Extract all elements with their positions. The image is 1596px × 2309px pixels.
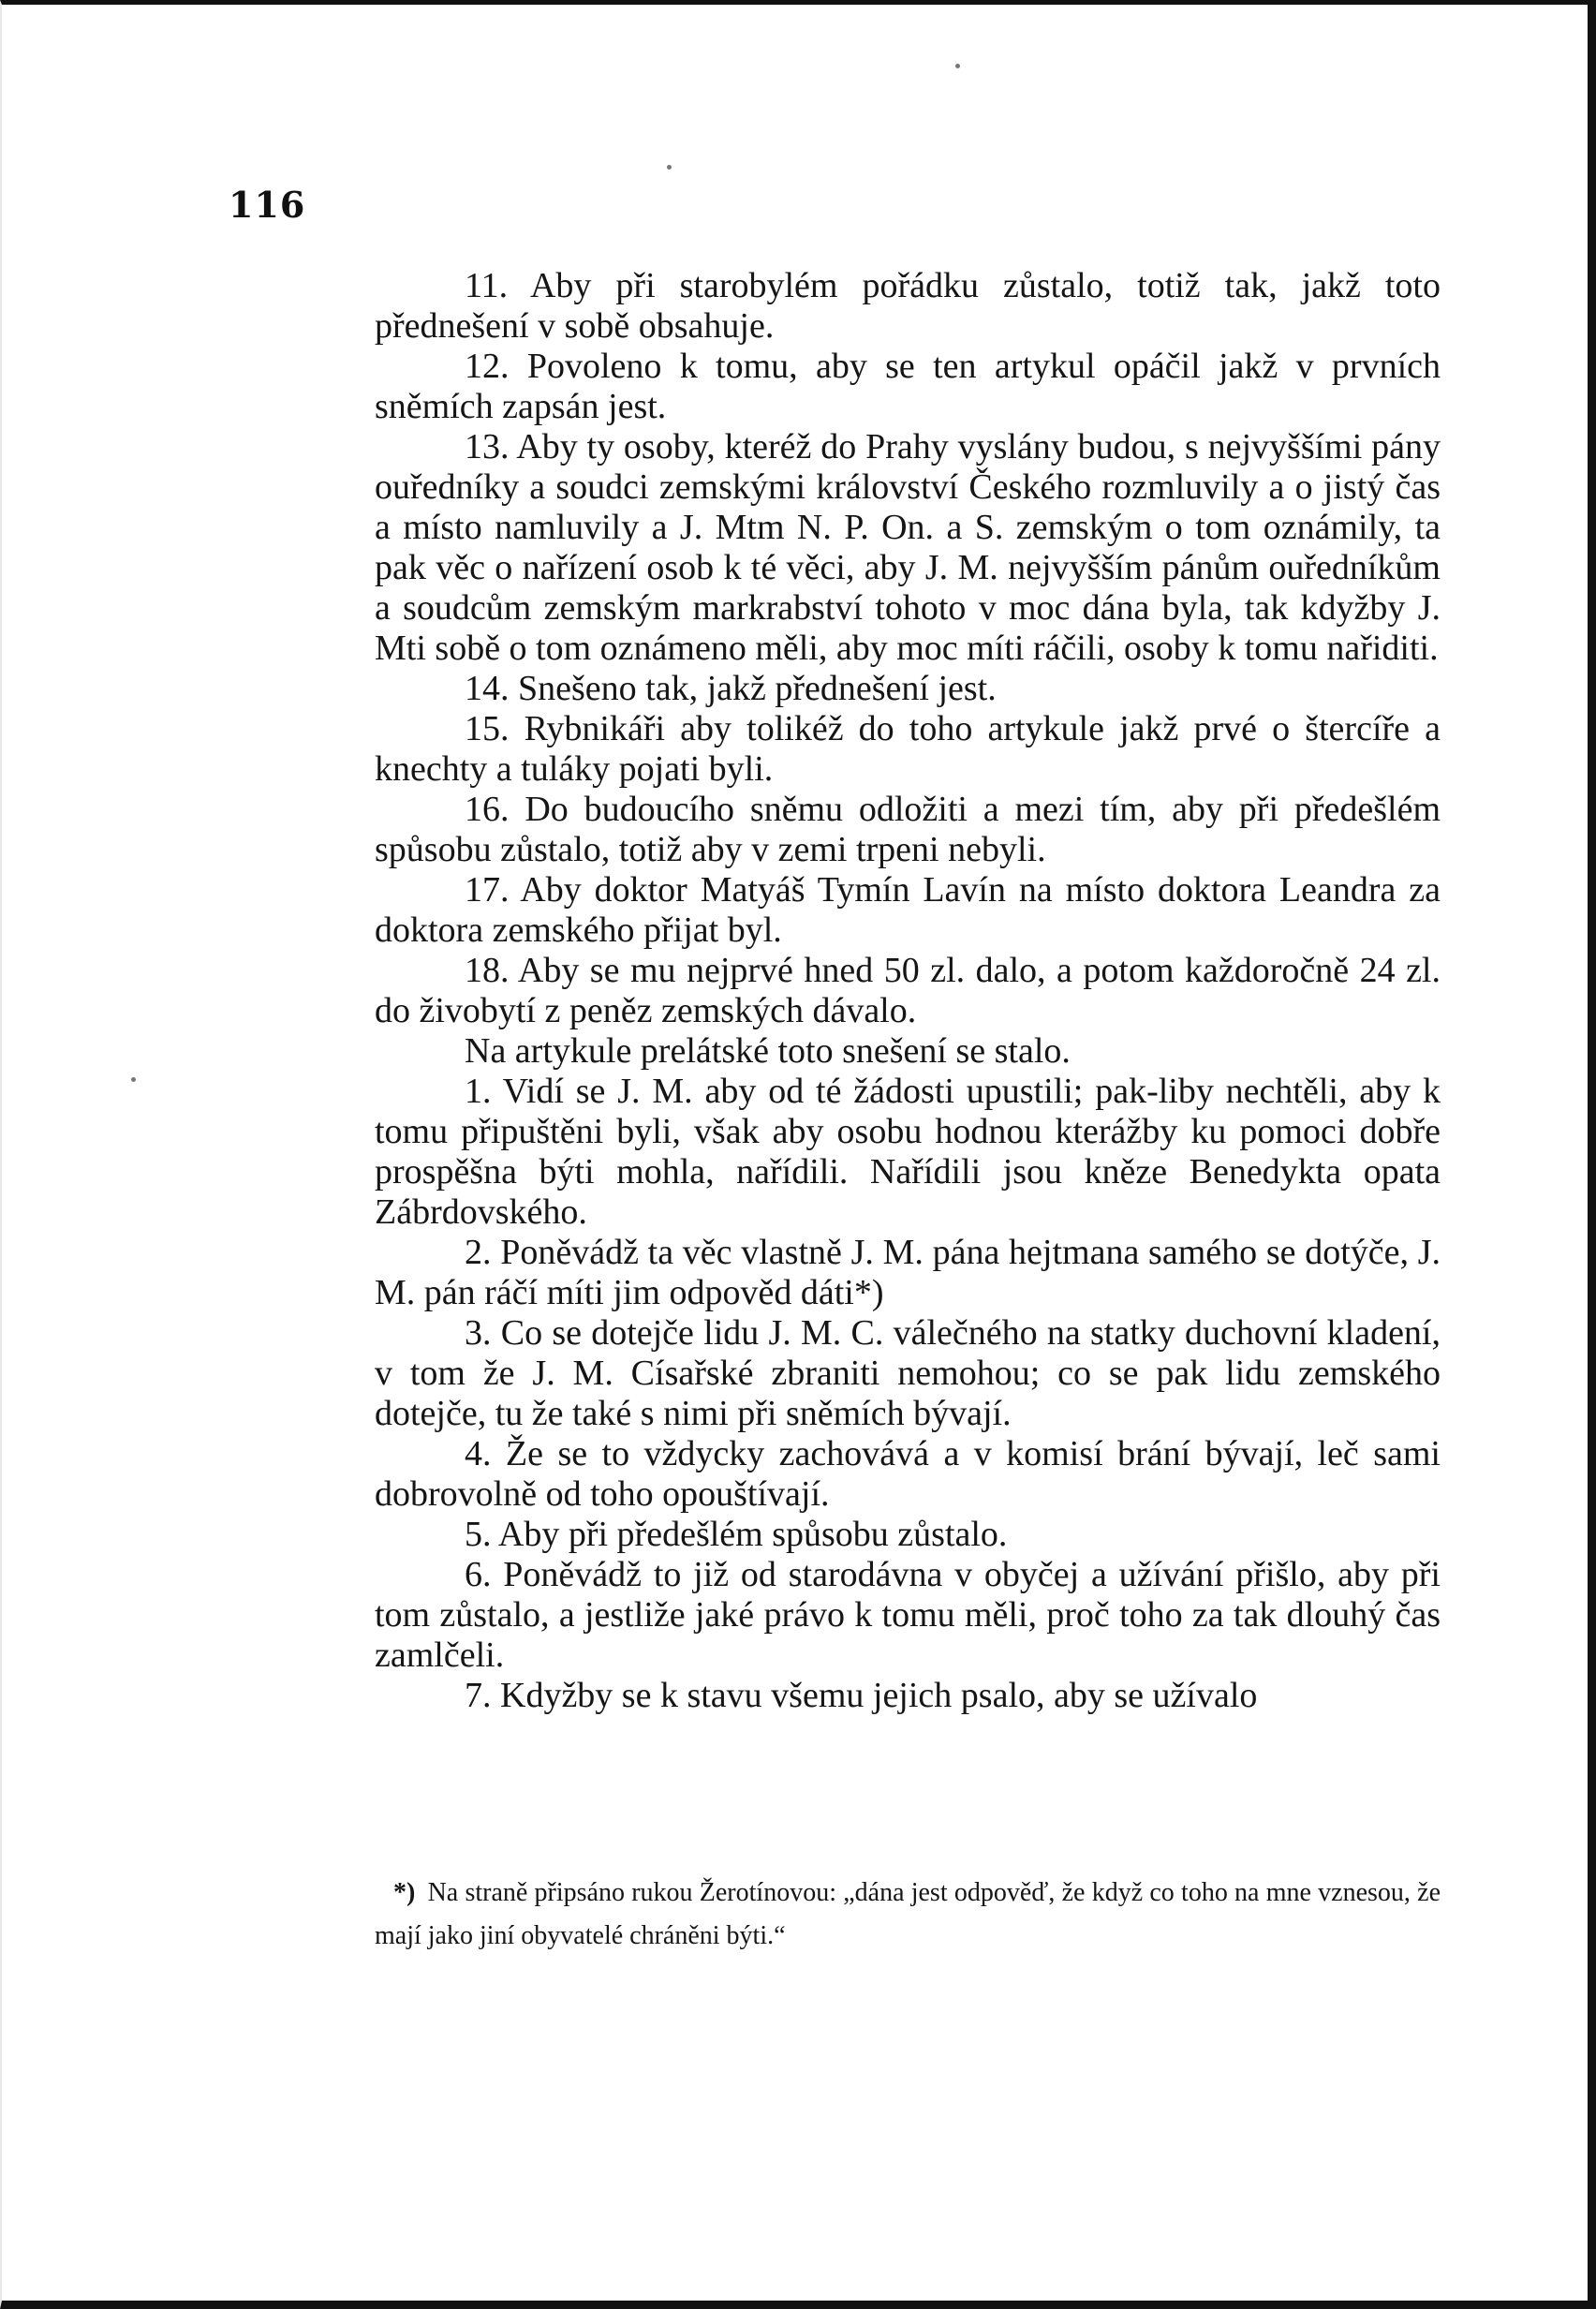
- print-speck: [955, 64, 960, 68]
- main-text: [375, 266, 1441, 1716]
- paragraph-14: 14. Snešeno tak, jakž přednešení jest.: [465, 669, 997, 708]
- section-heading-prelates: Na artykule prelátské toto snešení se stalo.: [465, 1031, 1071, 1071]
- paragraph-13: 13. Aby ty osoby, kteréž do Prahy vyslány budou, s nejvyššími pány ouředníky a soudci zemskými království Českého rozmluvily a o jistý čas a místo namluvily a J. Mtm N. P. On. a S. zemským o tom oznámily, ta pak věc o nařízení osob k té věci, aby J. M. nejvyšším pánům ouředníkům a soudcům zemským markrabství tohoto v moc dána byla, tak kdyžby J. Mti sobě o tom oznámeno měli, aby moc míti ráčili, osoby k tomu nařiditi.: [375, 427, 1441, 668]
- footnote: [375, 1872, 1441, 1958]
- paragraph-18: 18. Aby se mu nejprvé hned 50 zl. dalo, a potom každoročně 24 zl. do živobytí z peněz zemských dávalo.: [375, 951, 1441, 1030]
- page-number: 116: [229, 184, 306, 226]
- footnote-text: Na straně připsáno rukou Žerotínovou: „dána jest odpověď, že když co toho na mne vznesou, že mají jako jiní obyvatelé chráněni býti.“: [375, 1878, 1441, 1950]
- paragraph-prelates-4: 4. Že se to vždycky zachovává a v komisí brání bývají, leč sami dobrovolně od toho opouštívají.: [375, 1434, 1441, 1514]
- paragraph-prelates-1: 1. Vidí se J. M. aby od té žádosti upustili; pak-liby nechtěli, aby k tomu připuštěni byli, však aby osobu hodnou kterážby ku pomoci dobře prospěšna býti mohla, nařídili. Nařídili jsou kněze Benedykta opata Zábrdovského.: [375, 1072, 1441, 1232]
- paragraph-prelates-5: 5. Aby při předešlém spůsobu zůstalo.: [465, 1515, 1008, 1554]
- paragraph-prelates-7: 7. Kdyžby se k stavu všemu jejich psalo, aby se užívalo: [465, 1676, 1258, 1715]
- paragraph-prelates-2: 2. Poněvádž ta věc vlastně J. M. pána hejtmana samého se dotýče, J. M. pán ráčí míti jim odpověd dáti*): [375, 1233, 1441, 1312]
- print-speck: [131, 1077, 136, 1082]
- paragraph-11: 11. Aby při starobylém pořádku zůstalo, totiž tak, jakž toto přednešení v sobě obsahuje.: [375, 266, 1441, 346]
- paragraph-15: 15. Rybnikáři aby tolikéž do toho artykule jakž prvé o štercíře a knechty a tuláky pojati byli.: [375, 709, 1441, 789]
- footnote-marker: *): [393, 1878, 416, 1907]
- paragraph-prelates-6: 6. Poněvádž to již od starodávna v obyčej a užívání přišlo, aby při tom zůstalo, a jestliže jaké právo k tomu měli, proč toho za tak dlouhý čas zamlčeli.: [375, 1555, 1441, 1675]
- paragraph-prelates-3: 3. Co se dotejče lidu J. M. C. válečného na statky duchovní kladení, v tom že J. M. Císařské zbraniti nemohou; co se pak lidu zemského dotejče, tu že také s nimi při sněmích bývají.: [375, 1313, 1441, 1433]
- print-speck: [667, 165, 672, 170]
- paragraph-16: 16. Do budoucího sněmu odložiti a mezi tím, aby při předešlém spůsobu zůstalo, totiž aby v zemi trpeni nebyli.: [375, 790, 1441, 869]
- paragraph-17: 17. Aby doktor Matyáš Tymín Lavín na místo doktora Leandra za doktora zemského přijat byl.: [375, 870, 1441, 950]
- paragraph-12: 12. Povoleno k tomu, aby se ten artykul opáčil jakž v prvních sněmích zapsán jest.: [375, 347, 1441, 426]
